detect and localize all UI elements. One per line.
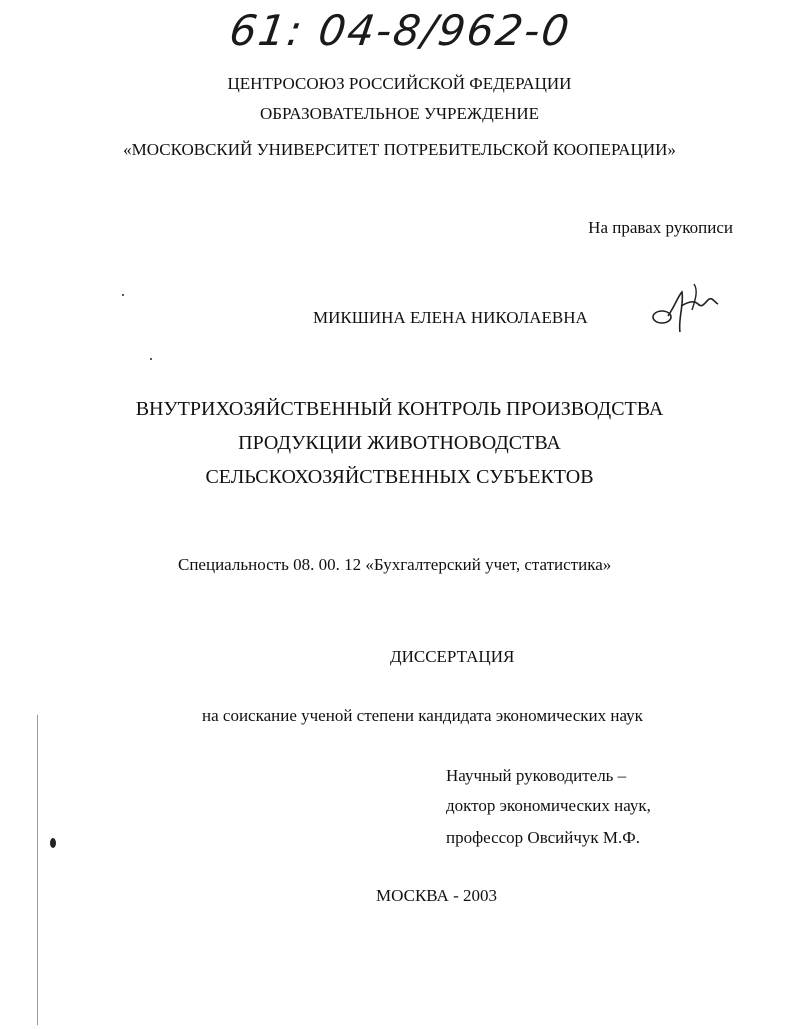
specialty-line: Специальность 08. 00. 12 «Бухгалтерский учет, статистика» (178, 555, 612, 574)
supervisor-line-1: Научный руководитель – (446, 766, 627, 785)
scan-mark (50, 838, 56, 848)
header-line-institution-type: ОБРАЗОВАТЕЛЬНОЕ УЧРЕЖДЕНИЕ (259, 104, 540, 123)
header-line-organization: ЦЕНТРОСОЮЗ РОССИЙСКОЙ ФЕДЕРАЦИИ (227, 74, 572, 93)
city-year: МОСКВА - 2003 (376, 886, 497, 905)
header-line-university: «МОСКОВСКИЙ УНИВЕРСИТЕТ ПОТРЕБИТЕЛЬСКОЙ КООПЕРАЦИИ» (123, 140, 676, 159)
author-name: МИКШИНА ЕЛЕНА НИКОЛАЕВНА (313, 308, 588, 327)
title-line-3: СЕЛЬСКОХОЗЯЙСТВЕННЫХ СУБЪЕКТОВ (205, 466, 594, 488)
title-line-1: ВНУТРИХОЗЯЙСТВЕННЫЙ КОНТРОЛЬ ПРОИЗВОДСТВА (135, 398, 664, 420)
title-line-2: ПРОДУКЦИИ ЖИВОТНОВОДСТВА (238, 432, 561, 454)
scan-edge-line (37, 715, 38, 1025)
scan-speck (122, 294, 124, 296)
archive-code-handwritten: 61: 04-8/962-0 (226, 6, 574, 55)
supervisor-line-2: доктор экономических наук, (446, 796, 651, 815)
degree-line: на соискание ученой степени кандидата экономических наук (202, 706, 643, 725)
document-type: ДИССЕРТАЦИЯ (390, 647, 515, 666)
supervisor-line-3: профессор Овсийчук М.Ф. (446, 828, 640, 847)
manuscript-note: На правах рукописи (588, 218, 733, 237)
signature-icon (648, 276, 720, 336)
scan-speck (150, 358, 152, 360)
